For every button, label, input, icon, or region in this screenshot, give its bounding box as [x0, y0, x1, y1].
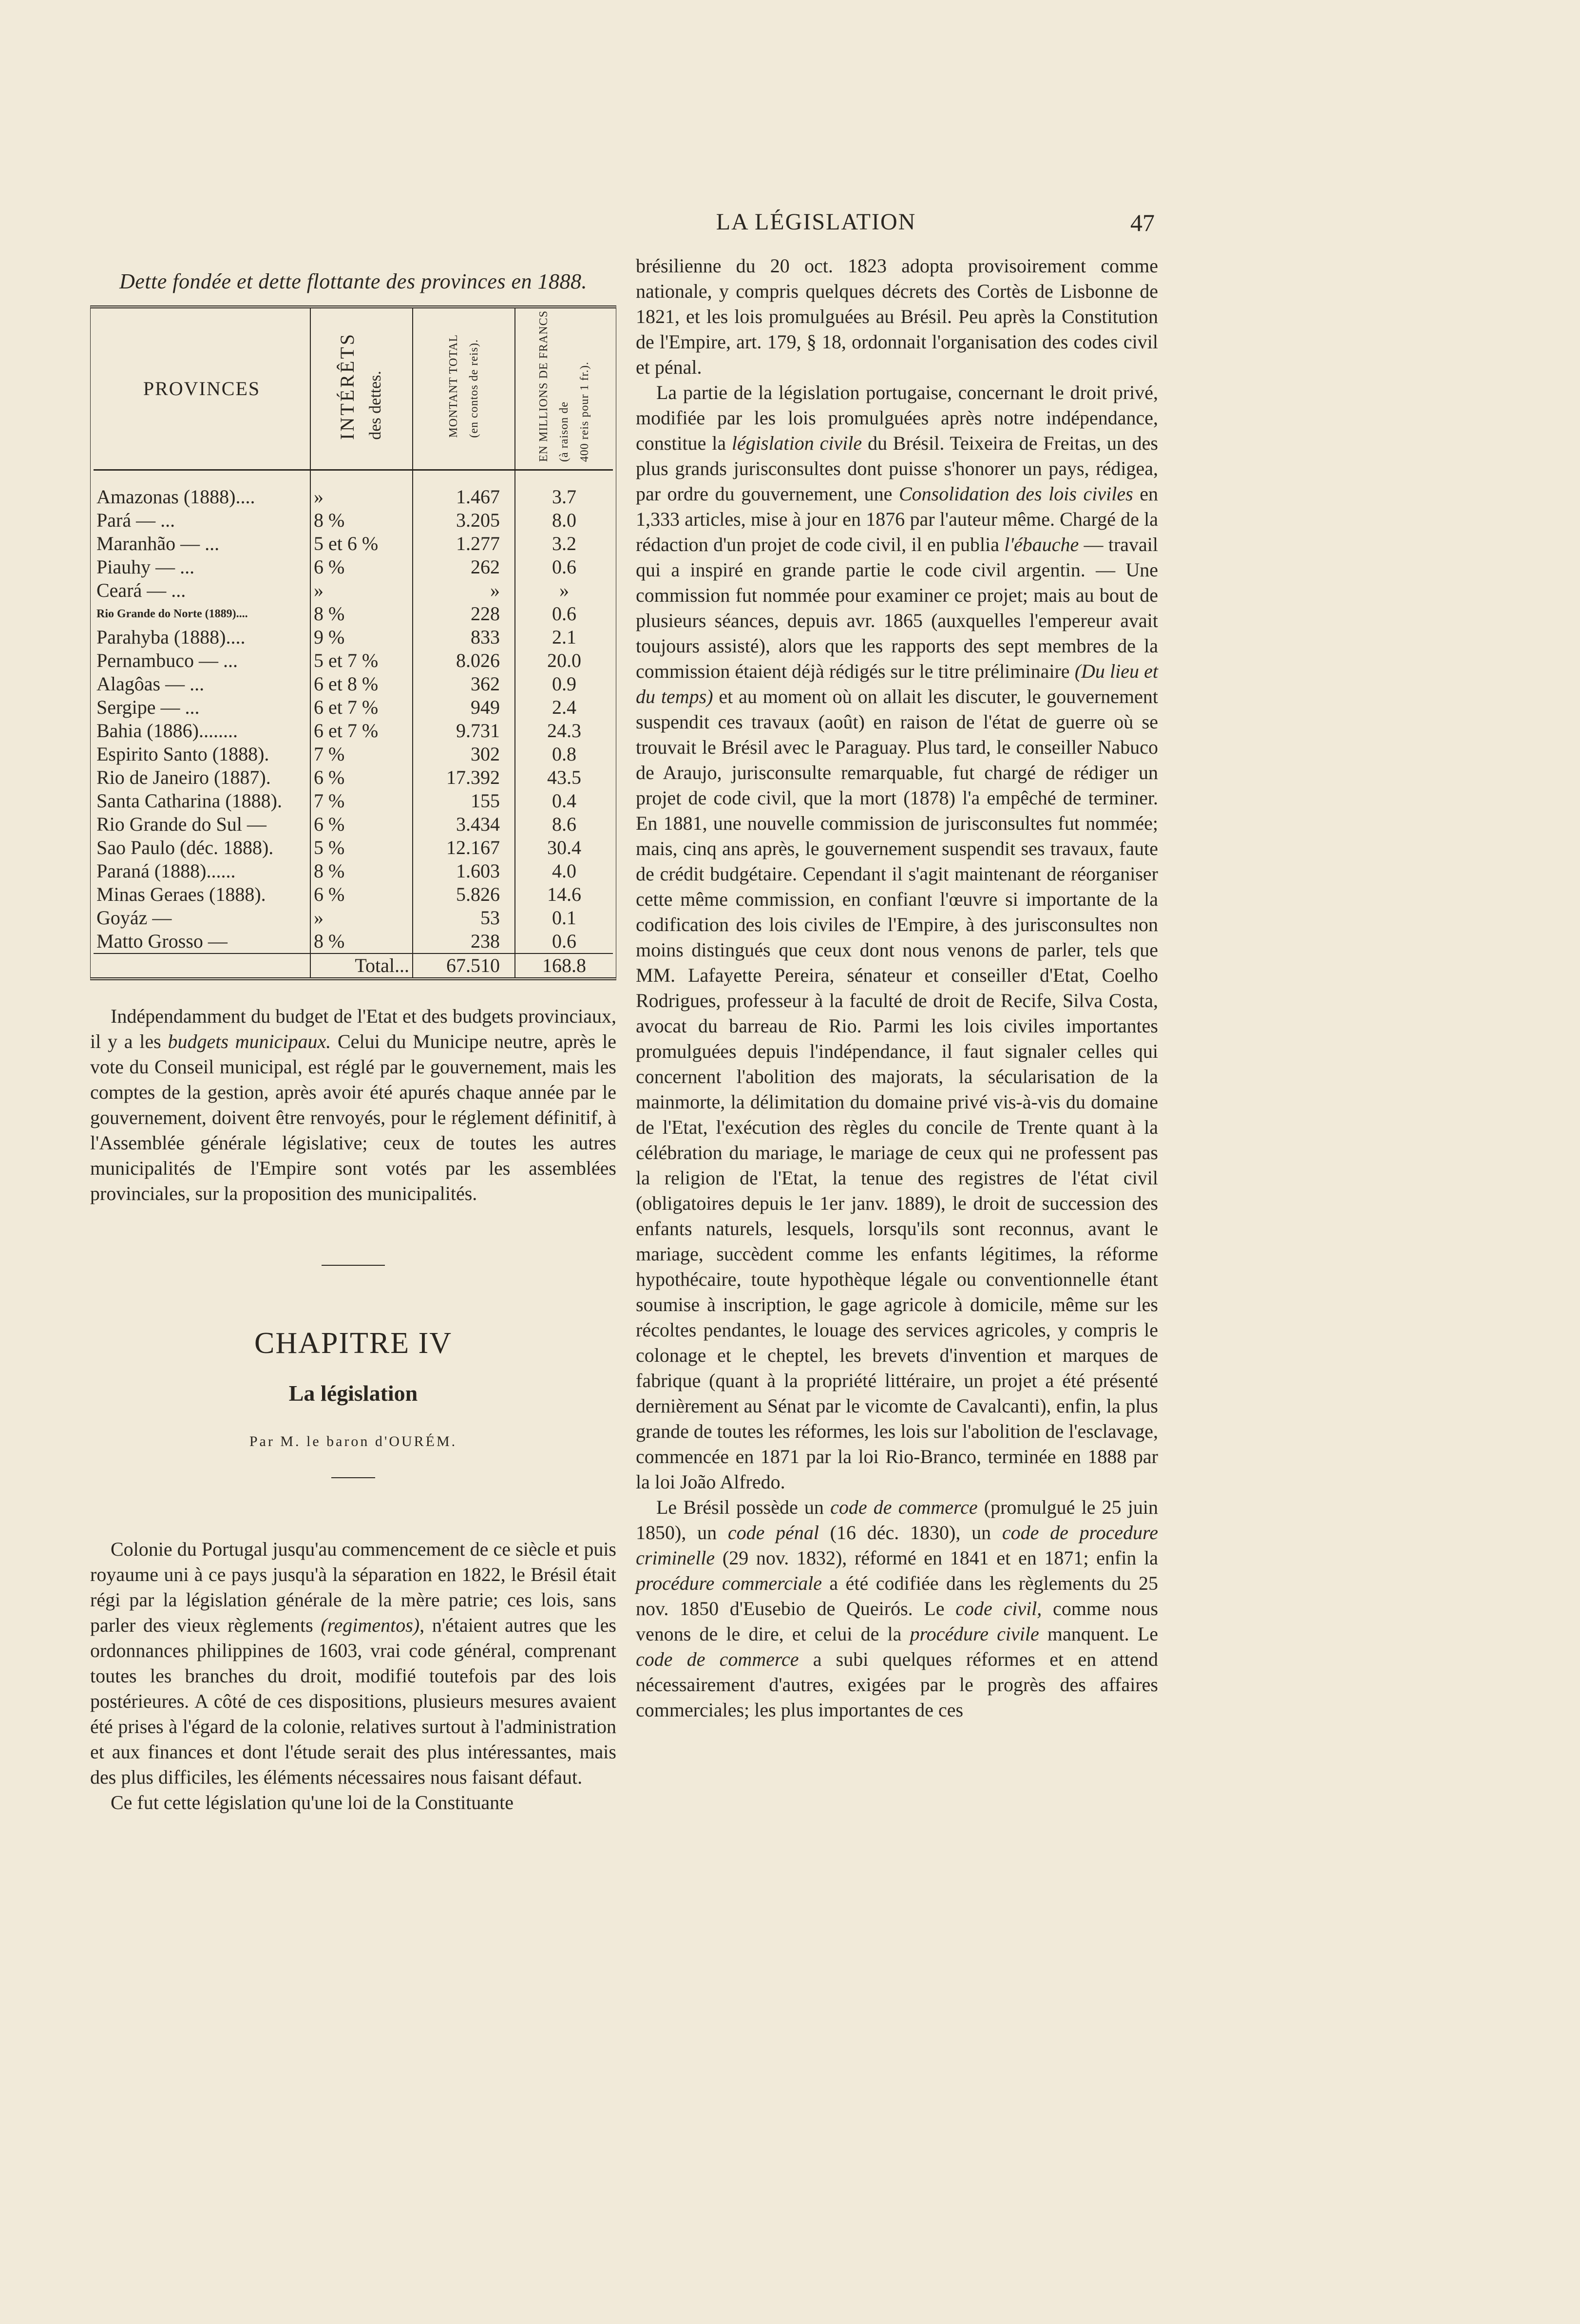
interets-cell: 6 % — [310, 883, 413, 906]
emphasis-text: code civil, — [955, 1598, 1042, 1619]
francs-cell: 4.0 — [552, 860, 576, 882]
text-run: Le Brésil possède un — [656, 1496, 831, 1518]
chapter-title: CHAPITRE IV — [254, 1327, 453, 1360]
text-run: et au moment où on allait les discuter, le gouvernement suspendit ces travaux (août) en raison de l'état de guerre où se trouvait le Brésil avec le Paraguay. Plus tard, le conseiller Nabuco de Araujo, jurisconsulte remarquable, fut chargé de rédiger un projet de code civil, que la mort (1878) l'a empêché de terminer. En 1881, une nouvelle commission de jurisconsultes fut nommée; mais, cinq ans après, le gouvernement suspendit ses travaux, faute de crédit budgétaire. Cependant il s'agit maintenant de réorganiser cette même commission, en confiant l'œuvre si importante de la codification des lois civiles de l'Empire, à des jurisconsultes non moins distingués que ceux dont nous venons de parler, tels que MM. Lafayette Pereira, sénateur et conseiller d'Etat, Coelho Rodrigues, professeur à la faculté de droit de Recife, Silva Costa, avocat du barreau de Rio. Parmi les lois civiles importantes promulguées depuis l'indépendance, il faut signaler celles qui concernent l'abolition des majorats, la sécularisation de la mainmorte, la délimitation du domaine privé vis-à-vis du domaine de l'Etat, l'exécution des règles du concile de Trente quant à la célébration du mariage, le mariage de ceux qui ne professent pas la religion de l'Etat, la tenue des registres de l'état civil (obligatoires depuis le 1er janv. 1889), le droit de succession des enfants naturels, lesquels, lorsqu'ils sont reconnus, avant le mariage, succèdent comme les enfants légitimes, la réforme hypothécaire, toute hypothèque légale ou conventionnelle étant soumise à inscription, le gage agricole à domicile, même sur les récoltes pendantes, le louage des services agricoles, y compris le colonage et le cheptel, les brevets d'invention et marques de fabrique (quant à la propriété littéraire, un projet a été présenté dernièrement au Sénat par le vicomte de Cavalcanti), enfin, la plus grande de toutes les réformes, les lois sur l'abolition de l'esclavage, commencée en 1871 par la loi Rio-Branco, terminée en 1888 par la loi João Alfredo. — [636, 686, 1158, 1493]
header-montant — [413, 308, 515, 470]
table-row — [94, 883, 613, 906]
francs-cell: 0.9 — [552, 673, 576, 695]
emphasis-text: code de commerce — [636, 1648, 799, 1670]
interets-cell: » — [310, 906, 413, 930]
header-provinces: PROVINCES — [94, 308, 310, 470]
interets-cell: 8 % — [310, 602, 413, 626]
emphasis-text: code pénal — [727, 1522, 819, 1543]
montant-cell: 302 — [413, 743, 515, 766]
province-cell: Bahia (1886)........ — [94, 719, 310, 743]
table-row — [94, 719, 613, 743]
montant-cell: 1.603 — [413, 859, 515, 883]
table-row — [94, 813, 613, 836]
montant-cell: 17.392 — [413, 766, 515, 789]
francs-cell: 2.4 — [552, 696, 576, 718]
province-cell: Pará — ... — [94, 509, 310, 532]
total-empty-cell — [94, 953, 310, 977]
text-run: , n'étaient autres que les ordonnances philippines de 1603, vrai code général, comprenant toutes les branches du droit, modifié toutefois par des lois postérieures. A côté de ces dispositions, plusieurs mesures avaient été prises à l'égard de la colonie, relatives surtout à l'administration et aux finances et dont l'étude serait des plus intéressantes, mais des plus difficiles, les éléments nécessaires nous faisant défaut. — [90, 1614, 616, 1788]
francs-cell: 0.4 — [552, 790, 576, 812]
emphasis-text: code de procedure criminelle — [636, 1522, 1158, 1569]
paragraph-constituante: Ce fut cette législation qu'une loi de la Constituante — [111, 1791, 514, 1813]
text-run: Indépendamment du budget de l'Etat et des budgets provinciaux, il y a les — [90, 1005, 616, 1052]
total-label: Total... — [310, 953, 413, 977]
text-run: — travail qui a inspiré en grande partie le code civil argentin. — Une commission fut nommée pour examiner ce projet; mais au bout de plusieurs séances, depuis avr. 1865 (auxquelles l'empereur avait toujours assisté), alors que les rapports des sept membres de la commission étaient déjà rédigés sur le titre préliminaire — [636, 533, 1158, 682]
text-run: (promulgué le 25 juin 1850), un — [636, 1496, 1159, 1543]
francs-cell: 8.0 — [552, 509, 576, 531]
emphasis-text: l'ébauche — [1004, 533, 1079, 555]
interets-cell: 6 % — [310, 813, 413, 836]
interets-cell: 7 % — [310, 789, 413, 813]
montant-cell: 53 — [413, 906, 515, 930]
total-francs: 168.8 — [515, 953, 613, 977]
francs-cell: 0.6 — [552, 556, 576, 578]
montant-cell: 1.467 — [413, 470, 515, 509]
running-head: LA LÉGISLATION — [716, 209, 916, 235]
province-cell: Sao Paulo (déc. 1888). — [94, 836, 310, 859]
francs-cell: 3.2 — [552, 533, 576, 554]
province-cell: Sergipe — ... — [94, 696, 310, 719]
interets-cell: 6 % — [310, 555, 413, 579]
montant-cell: 1.277 — [413, 532, 515, 555]
francs-cell: 8.6 — [552, 813, 576, 835]
interets-cell: 5 % — [310, 836, 413, 859]
page-number: 47 — [1130, 209, 1155, 236]
province-cell: Rio Grande do Sul — — [94, 813, 310, 836]
section-divider — [322, 1265, 385, 1266]
emphasis-text: budgets municipaux. — [168, 1030, 331, 1052]
emphasis-text: (regimentos) — [321, 1614, 420, 1636]
table-row — [94, 555, 613, 579]
province-cell: Espirito Santo (1888). — [94, 743, 310, 766]
province-cell: Pernambuco — ... — [94, 649, 310, 672]
interets-cell: 6 et 7 % — [310, 719, 413, 743]
province-cell: Piauhy — ... — [94, 555, 310, 579]
francs-cell: » — [559, 579, 569, 601]
text-run: du Brésil. Teixeira de Freitas, un des plus grands jurisconsultes dont puisse s'honorer un pays, rédigea, par ordre du gouvernement, une — [636, 432, 1159, 505]
francs-cell: 0.8 — [552, 743, 576, 765]
francs-cell: 24.3 — [547, 720, 581, 742]
debt-table-frame — [90, 305, 616, 980]
header-montant-label: MONTANT TOTAL — [447, 334, 460, 438]
header-francs-sub2: 400 reis pour 1 fr.). — [578, 361, 591, 462]
province-cell: Alagôas — ... — [94, 672, 310, 696]
province-cell: Goyáz — — [94, 906, 310, 930]
table-row — [94, 696, 613, 719]
byline-divider — [331, 1477, 375, 1478]
montant-cell: 12.167 — [413, 836, 515, 859]
francs-cell: 43.5 — [547, 766, 581, 788]
francs-cell: 0.6 — [552, 603, 576, 625]
province-cell: Minas Geraes (1888). — [94, 883, 310, 906]
province-cell: Santa Catharina (1888). — [94, 789, 310, 813]
text-run: en 1,333 articles, mise à jour en 1876 par l'auteur même. Chargé de la rédaction d'un projet de code civil, il en publia — [636, 483, 1159, 555]
montant-cell: 228 — [413, 602, 515, 626]
table-row — [94, 532, 613, 555]
interets-cell: 8 % — [310, 859, 413, 883]
header-francs — [515, 308, 613, 470]
text-run: comme nous venons de le dire, et celui de la — [636, 1598, 1159, 1645]
province-cell: Amazonas (1888).... — [94, 470, 310, 509]
table-row — [94, 906, 613, 930]
chapter-subtitle: La législation — [288, 1381, 418, 1406]
montant-cell: 9.731 — [413, 719, 515, 743]
province-cell: Matto Grosso — — [94, 930, 310, 953]
header-interets-label: INTÉRÊTS — [336, 332, 358, 440]
francs-cell: 3.7 — [552, 486, 576, 508]
interets-cell: 7 % — [310, 743, 413, 766]
paragraph-codes — [636, 1495, 1158, 1723]
table-row — [94, 649, 613, 672]
header-interets — [310, 308, 413, 470]
table-row — [94, 509, 613, 532]
total-montant: 67.510 — [413, 953, 515, 977]
table-row — [94, 672, 613, 696]
emphasis-text: code de commerce — [830, 1496, 978, 1518]
montant-cell: » — [413, 579, 515, 602]
emphasis-text: (Du lieu et du temps) — [636, 660, 1158, 707]
text-run: (29 nov. 1832), réformé en 1841 et en 1871; enfin la — [715, 1547, 1158, 1569]
montant-cell: 833 — [413, 626, 515, 649]
emphasis-text: législation civile — [731, 432, 862, 454]
left-column — [90, 263, 616, 1815]
table-total-row — [94, 953, 613, 977]
table-row — [94, 579, 613, 602]
province-cell: Rio Grande do Norte (1889).... — [94, 602, 310, 626]
interets-cell: 8 % — [310, 930, 413, 953]
table-row — [94, 859, 613, 883]
francs-cell: 20.0 — [547, 649, 581, 671]
header-francs-label: EN MILLIONS DE FRANCS — [537, 310, 550, 462]
province-cell: Parahyba (1888).... — [94, 626, 310, 649]
montant-cell: 5.826 — [413, 883, 515, 906]
text-run: manquent. Le — [1039, 1623, 1159, 1645]
text-run: La partie de la législation portugaise, concernant le droit privé, modifiée par les lois promulguées après notre indépendance, constitue la — [636, 381, 1158, 454]
interets-cell: » — [310, 470, 413, 509]
header-interets-sub: des dettes. — [366, 371, 384, 440]
emphasis-text: procédure civile — [910, 1623, 1039, 1645]
interets-cell: 9 % — [310, 626, 413, 649]
chapter-byline: Par M. le baron d'OURÉM. — [249, 1433, 457, 1449]
montant-cell: 262 — [413, 555, 515, 579]
header-francs-sub1: (à raison de — [558, 401, 571, 462]
interets-cell: 5 et 6 % — [310, 532, 413, 555]
paragraph-droit-prive — [636, 380, 1158, 1495]
province-cell: Maranhão — ... — [94, 532, 310, 555]
interets-cell: 8 % — [310, 509, 413, 532]
francs-cell: 0.6 — [552, 930, 576, 952]
francs-cell: 2.1 — [552, 626, 576, 648]
table-row — [94, 470, 613, 509]
table-row — [94, 743, 613, 766]
table-caption: Dette fondée et dette flottante des provinces en 1888. — [119, 269, 588, 293]
table-row — [94, 626, 613, 649]
table-header-row — [94, 308, 613, 470]
francs-cell: 0.1 — [552, 907, 576, 929]
paragraph-colonie — [90, 1537, 616, 1790]
text-run: a été codifiée dans les règlements du 25 nov. 1850 d'Eusebio de Queirós. Le — [636, 1572, 1158, 1619]
text-run: a subi quelques réformes et en attend nécessairement d'autres, exigées par le progrès des affaires commerciales; les plus importantes de ces — [636, 1648, 1159, 1721]
emphasis-text: Consolidation des lois civiles — [898, 483, 1133, 505]
montant-cell: 3.434 — [413, 813, 515, 836]
emphasis-text: procédure commerciale — [636, 1572, 822, 1594]
montant-cell: 362 — [413, 672, 515, 696]
interets-cell: 6 % — [310, 766, 413, 789]
interets-cell: 5 et 7 % — [310, 649, 413, 672]
paragraph-budgets — [90, 1004, 616, 1206]
interets-cell: 6 et 8 % — [310, 672, 413, 696]
interets-cell: » — [310, 579, 413, 602]
montant-cell: 3.205 — [413, 509, 515, 532]
francs-cell: 14.6 — [547, 883, 581, 905]
montant-cell: 949 — [413, 696, 515, 719]
province-cell: Paraná (1888)...... — [94, 859, 310, 883]
text-run: Celui du Municipe neutre, après le vote du Conseil municipal, est réglé par le gouvernement, mais les comptes de la gestion, après avoir été apurés chaque année par le gouvernement, doivent être renvoyés, pour le réglement définitif, à l'Assemblée générale législative; ceux de toutes les autres municipalités de l'Empire sont votés par les assemblées provinciales, sur la proposition des municipalités. — [90, 1030, 616, 1204]
right-column — [636, 253, 1158, 1723]
table-row — [94, 836, 613, 859]
table-row — [94, 789, 613, 813]
text-run: Colonie du Portugal jusqu'au commencement de ce siècle et puis royaume uni à ce pays jusqu'à la séparation en 1822, le Brésil était régi par la législation générale de la mère patrie; ces lois, sans parler des vieux règlements — [90, 1538, 616, 1636]
table-row — [94, 602, 613, 626]
montant-cell: 238 — [413, 930, 515, 953]
province-cell: Rio de Janeiro (1887). — [94, 766, 310, 789]
debt-table — [94, 308, 613, 977]
header-montant-sub: (en contos de reis). — [468, 339, 480, 438]
text-run: (16 déc. 1830), un — [819, 1522, 1002, 1543]
table-body — [94, 470, 613, 978]
francs-cell: 30.4 — [547, 837, 581, 858]
table-row — [94, 766, 613, 789]
montant-cell: 8.026 — [413, 649, 515, 672]
table-row — [94, 930, 613, 953]
paragraph-bresilienne: brésilienne du 20 oct. 1823 adopta provisoirement comme nationale, y compris quelques décrets des Cortès de Lisbonne de 1821, et les lois promulguées au Brésil. Peu après la Constitution de l'Empire, art. 179, § 18, ordonnait l'organisation des codes civil et pénal. — [636, 255, 1158, 378]
province-cell: Ceará — ... — [94, 579, 310, 602]
montant-cell: 155 — [413, 789, 515, 813]
interets-cell: 6 et 7 % — [310, 696, 413, 719]
